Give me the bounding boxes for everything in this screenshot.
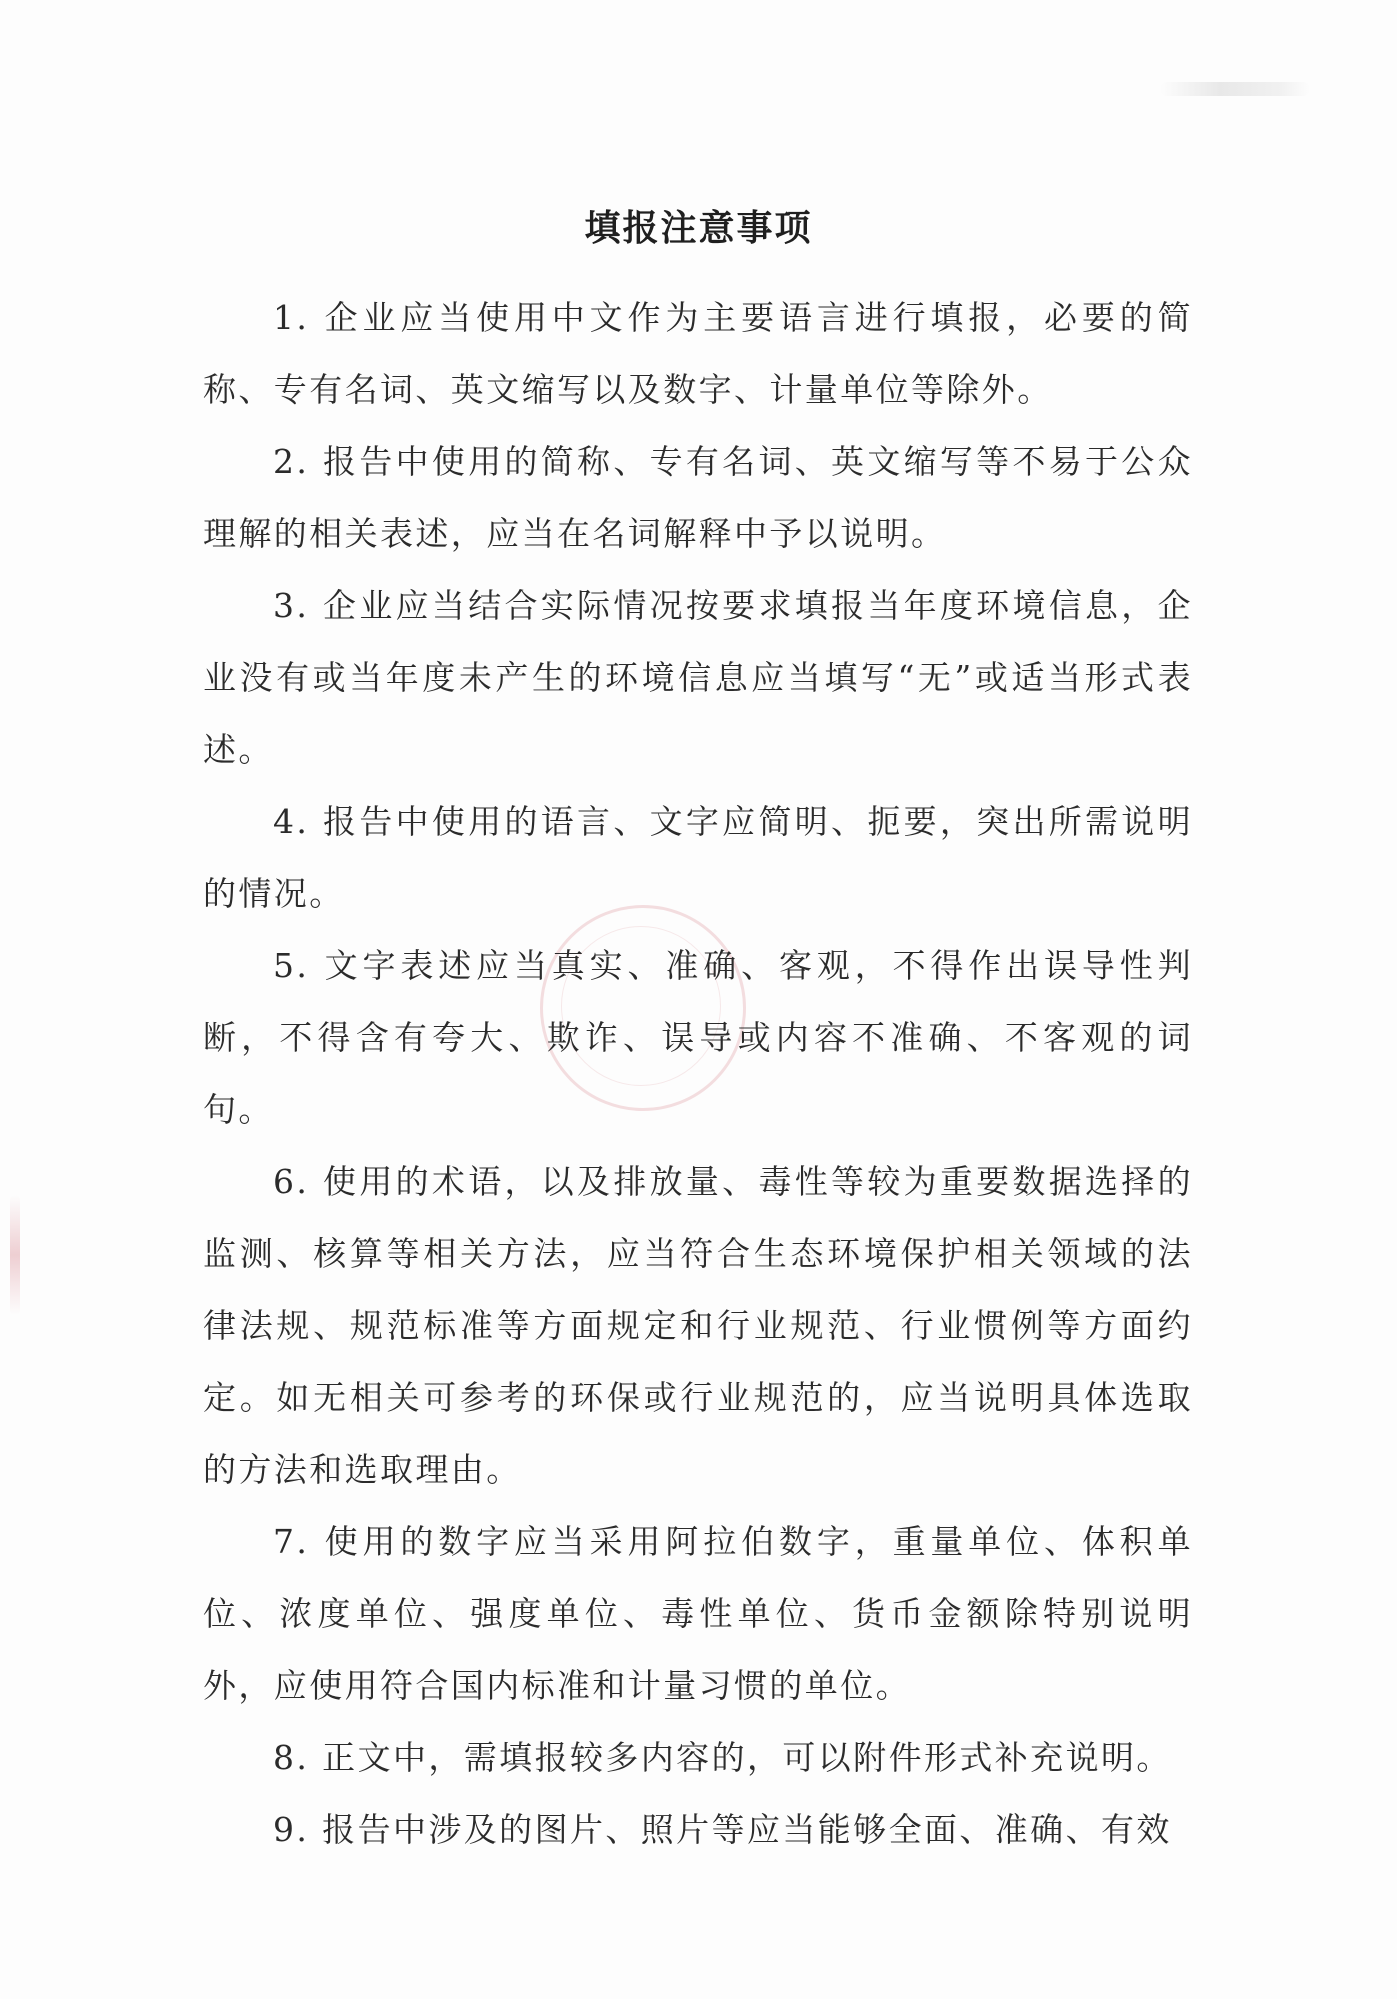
paragraph-2: 2. 报告中使用的简称、专有名词、英文缩写等不易于公众理解的相关表述，应当在名词解释中予以说明。 [203, 442, 1193, 553]
paragraph-5: 5. 文字表述应当真实、准确、客观，不得作出误导性判断，不得含有夸大、欺诈、误导或内容不准确、不客观的词句。 [203, 946, 1193, 1129]
paragraph-8: 8. 正文中，需填报较多内容的，可以附件形式补充说明。 [273, 1738, 1172, 1777]
paragraph-9: 9. 报告中涉及的图片、照片等应当能够全面、准确、有效 [273, 1810, 1172, 1849]
seal-edge-mark [10, 1195, 20, 1315]
paragraph-6: 6. 使用的术语，以及排放量、毒性等较为重要数据选择的监测、核算等相关方法，应当符合生态环境保护相关领域的法律法规、规范标准等方面规定和行业规范、行业惯例等方面约定。如无相关可参考的环保或行业规范的，应当说明具体选取的方法和选取理由。 [203, 1162, 1193, 1489]
paragraph-3: 3. 企业应当结合实际情况按要求填报当年度环境信息，企业没有或当年度未产生的环境信息应当填写“无”或适当形式表述。 [203, 586, 1193, 769]
page-title: 填报注意事项 [584, 208, 813, 249]
paragraph-4: 4. 报告中使用的语言、文字应简明、扼要，突出所需说明的情况。 [203, 802, 1193, 913]
document-body [203, 282, 1193, 1866]
scan-smudge [1160, 82, 1310, 96]
paragraph-7: 7. 使用的数字应当采用阿拉伯数字，重量单位、体积单位、浓度单位、强度单位、毒性单位、货币金额除特别说明外，应使用符合国内标准和计量习惯的单位。 [203, 1522, 1193, 1705]
paragraph-1: 1. 企业应当使用中文作为主要语言进行填报，必要的简称、专有名词、英文缩写以及数字、计量单位等除外。 [203, 298, 1193, 409]
